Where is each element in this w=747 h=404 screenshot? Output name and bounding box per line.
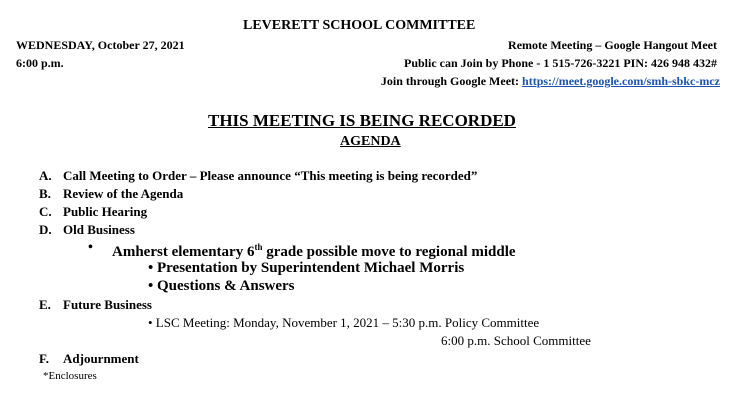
- agenda-letter: E.: [39, 297, 51, 312]
- agenda-item-f: [39, 351, 139, 366]
- agenda-item-c: [39, 204, 147, 219]
- google-meet-line: [381, 74, 720, 88]
- agenda-item-d: [39, 222, 135, 237]
- agenda-text: Public Hearing: [63, 204, 148, 219]
- agenda-item-a: [39, 168, 477, 183]
- agenda-letter: F.: [39, 351, 49, 366]
- agenda-item-b: [39, 186, 183, 201]
- agenda-letter: A.: [39, 168, 52, 183]
- d-subitem-text-pre: Amherst elementary 6: [112, 244, 255, 260]
- google-meet-link[interactable]: https://meet.google.com/smh-sbkc-mcz: [522, 74, 720, 88]
- google-meet-label: Join through Google Meet:: [380, 74, 520, 88]
- d-subitem-superscript: th: [254, 242, 263, 252]
- d-subitem-text-post: grade possible move to regional middle: [262, 244, 516, 260]
- d-subitem-amherst: [112, 239, 516, 261]
- agenda-text: Adjournment: [63, 351, 139, 366]
- agenda-text: Old Business: [63, 222, 135, 237]
- recorded-notice: THIS MEETING IS BEING RECORDED: [208, 111, 516, 130]
- meeting-time: 6:00 p.m.: [16, 56, 64, 70]
- remote-meeting-label: Remote Meeting – Google Hangout Meet: [508, 38, 717, 52]
- bullet-icon: •: [88, 240, 93, 255]
- agenda-text: Future Business: [63, 297, 152, 312]
- phone-join-info: Public can Join by Phone - 1 515-726-3221 PIN: 426 948 432#: [403, 56, 717, 70]
- e-subitem-school-committee: 6:00 p.m. School Committee: [441, 333, 591, 348]
- agenda-text: Review of the Agenda: [63, 186, 184, 201]
- agenda-letter: D.: [39, 222, 52, 237]
- agenda-text: Call Meeting to Order – Please announce “This meeting is being recorded”: [63, 168, 478, 183]
- d-subitem-questions: • Questions & Answers: [148, 278, 295, 294]
- e-subitem-lsc-meeting: • LSC Meeting: Monday, November 1, 2021 – 5:30 p.m. Policy Committee: [148, 315, 540, 330]
- enclosures-footnote: *Enclosures: [43, 370, 97, 382]
- meeting-date: WEDNESDAY, October 27, 2021: [16, 38, 185, 52]
- agenda-heading: AGENDA: [340, 134, 401, 149]
- agenda-item-e: [39, 297, 152, 312]
- committee-title: LEVERETT SCHOOL COMMITTEE: [243, 18, 476, 33]
- d-subitem-presentation: • Presentation by Superintendent Michael Morris: [148, 260, 465, 276]
- agenda-letter: C.: [39, 204, 52, 219]
- agenda-letter: B.: [39, 186, 51, 201]
